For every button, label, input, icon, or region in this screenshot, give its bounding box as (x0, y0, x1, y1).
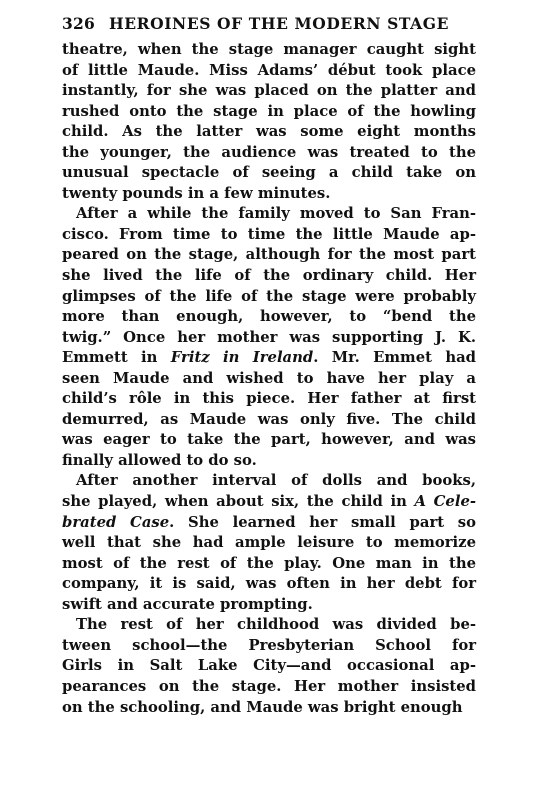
text-segment: she lived the life of the ordinary child. Her (62, 267, 476, 285)
text-segment: finally allowed to do so. (62, 451, 257, 469)
text-segment: of little Maude. Miss Adams’ début took place (62, 61, 476, 79)
text-segment: rushed onto the stage in place of the howling (62, 102, 476, 120)
text-segment: Girls in Salt Lake City—and occasional ap- (62, 657, 476, 675)
text-segment: demurred, as Maude was only five. The child (62, 410, 476, 428)
text-segment: cisco. From time to time the little Maude ap- (62, 225, 476, 243)
text-line (62, 40, 476, 61)
text-line (62, 163, 476, 184)
paragraph (62, 204, 476, 471)
text-segment: After a while the family moved to San Fran- (76, 205, 476, 223)
text-segment: twig.” Once her mother was supporting J. K. (62, 328, 476, 346)
text-segment: theatre, when the stage manager caught sight (62, 41, 476, 58)
italic-title: A Cele- (414, 493, 476, 511)
text-line (62, 287, 476, 308)
text-line (62, 328, 476, 349)
text-line (62, 615, 476, 636)
text-segment: most of the rest of the play. One man in the (62, 554, 476, 572)
text-segment: peared on the stage, although for the most part (62, 246, 476, 264)
text-segment: Emmett in (62, 349, 171, 367)
text-segment: twenty pounds in a few minutes. (62, 184, 331, 202)
page-number: 326 (62, 14, 95, 33)
text-segment: on the schooling, and Maude was bright enough (62, 698, 463, 716)
text-segment: the younger, the audience was treated to the (62, 143, 476, 161)
text-segment: was eager to take the part, however, and was (62, 431, 476, 449)
text-line (62, 636, 476, 657)
text-segment: well that she had ample leisure to memorize (62, 534, 476, 552)
text-line (62, 307, 476, 328)
text-segment: instantly, for she was placed on the platter and (62, 82, 476, 100)
text-line (62, 122, 476, 143)
text-line (62, 554, 476, 575)
text-line (62, 348, 476, 369)
text-line (62, 430, 476, 451)
text-segment: company, it is said, was often in her debt for (62, 575, 476, 593)
page-header (62, 14, 476, 40)
text-line (62, 492, 476, 513)
text-line (62, 266, 476, 287)
text-segment: unusual spectacle of seeing a child take on (62, 164, 476, 182)
text-segment: tween school—the Presbyterian School for (62, 636, 476, 654)
text-segment: swift and accurate prompting. (62, 595, 313, 613)
text-segment: After another interval of dolls and books, (76, 472, 476, 490)
text-line (62, 81, 476, 102)
text-segment: . She learned her small part so (169, 513, 477, 531)
text-line (62, 533, 476, 554)
text-segment: The rest of her childhood was divided be- (76, 616, 476, 634)
text-segment: seen Maude and wished to have her play a (62, 369, 476, 387)
text-line (62, 225, 476, 246)
text-line (62, 595, 476, 616)
text-line (62, 389, 476, 410)
text-line (62, 204, 476, 225)
text-line (62, 574, 476, 595)
text-segment: . Mr. Emmet had (313, 349, 477, 367)
text-segment: child’s rôle in this piece. Her father at first (62, 390, 476, 408)
text-segment: glimpses of the life of the stage were probably (62, 287, 476, 305)
text-line (62, 698, 476, 719)
body-text (62, 40, 476, 718)
text-segment: more than enough, however, to “bend the (62, 308, 476, 326)
text-segment: she played, when about six, the child in (62, 493, 415, 511)
paragraph (62, 615, 476, 718)
text-line (62, 410, 476, 431)
text-segment: child. As the latter was some eight months (62, 123, 476, 141)
paragraph (62, 40, 476, 204)
text-segment: pearances on the stage. Her mother insisted (62, 677, 476, 695)
text-line (62, 513, 476, 534)
text-line (62, 369, 476, 390)
italic-title: brated Case (62, 513, 170, 531)
text-line (62, 677, 476, 698)
text-line (62, 451, 476, 472)
text-line (62, 245, 476, 266)
book-page (62, 14, 476, 718)
text-line (62, 102, 476, 123)
italic-title: Fritz in Ireland (170, 349, 314, 367)
text-line (62, 656, 476, 677)
text-line (62, 143, 476, 164)
text-line (62, 184, 476, 205)
paragraph (62, 471, 476, 615)
running-head: HEROINES OF THE MODERN STAGE (108, 14, 450, 33)
text-line (62, 61, 476, 82)
text-line (62, 471, 476, 492)
